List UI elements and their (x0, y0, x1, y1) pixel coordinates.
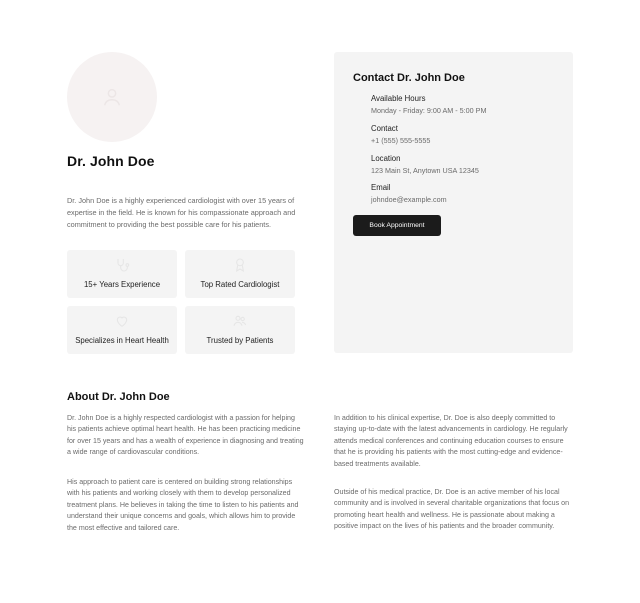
feature-label: 15+ Years Experience (83, 280, 161, 289)
contact-phone (371, 124, 430, 145)
about-paragraph: In addition to his clinical expertise, Dr. Doe is also deeply committed to staying up-to-date with the latest advancements in cardiology. He regularly attends medical conferences and continuing education courses to ensure that he is providing his patients with the most cutting-edge and evidence-based treatments available. (334, 414, 568, 468)
about-title: About Dr. John Doe (67, 391, 170, 403)
stethoscope-icon (114, 257, 130, 273)
phone-label: Contact (371, 124, 398, 133)
hours-value: Monday - Friday: 9:00 AM - 5:00 PM (371, 106, 487, 115)
doctor-name: Dr. John Doe (67, 153, 155, 169)
user-icon (101, 86, 123, 108)
feature-label: Specializes in Heart Health (75, 336, 169, 345)
location-label: Location (371, 154, 401, 163)
contact-card (334, 52, 573, 353)
feature-card-trusted (185, 306, 295, 354)
doctor-bio: Dr. John Doe is a highly experienced cardiologist with over 15 years of expertise in the field. He is known for his compassionate approach and commitment to providing the best possible care for his patients. (67, 196, 296, 230)
doctor-avatar (67, 52, 157, 142)
book-appointment-button[interactable]: Book Appointment (353, 215, 441, 236)
about-paragraph: His approach to patient care is centered on building strong relationships with his patients and working closely with them to develop personalized treatment plans. He believes in taking the time to listen to his patients and understand their unique concerns and goals, which allows him to provide the most effective and tailored care. (67, 478, 299, 532)
heart-icon (114, 313, 130, 329)
award-icon (232, 257, 248, 273)
feature-label: Top Rated Cardiologist (200, 280, 280, 289)
email-value[interactable]: johndoe@example.com (371, 195, 447, 204)
contact-hours (371, 94, 486, 115)
contact-location (371, 154, 479, 175)
hours-label: Available Hours (371, 94, 426, 103)
location-value: 123 Main St, Anytown USA 12345 (371, 166, 479, 175)
feature-card-heart-health (67, 306, 177, 354)
feature-card-top-rated (185, 250, 295, 298)
phone-value[interactable]: +1 (555) 555-5555 (371, 136, 431, 145)
about-paragraph: Outside of his medical practice, Dr. Doe is an active member of his local community and is involved in several charitable organizations that focus on promoting heart health and wellness. He is passionate about making a positive impact on the lives of his patients and the broader community. (334, 488, 570, 531)
users-icon (232, 313, 248, 329)
email-label: Email (371, 183, 391, 192)
contact-title: Contact Dr. John Doe (353, 72, 465, 84)
contact-email (371, 183, 447, 204)
feature-card-experience (67, 250, 177, 298)
feature-label: Trusted by Patients (206, 336, 274, 345)
about-paragraph: Dr. John Doe is a highly respected cardiologist with a passion for helping his patients achieve optimal heart health. He has been practicing medicine for over 15 years and has a wealth of experience in diagnosing and treating a wide range of cardiovascular conditions. (67, 414, 304, 457)
